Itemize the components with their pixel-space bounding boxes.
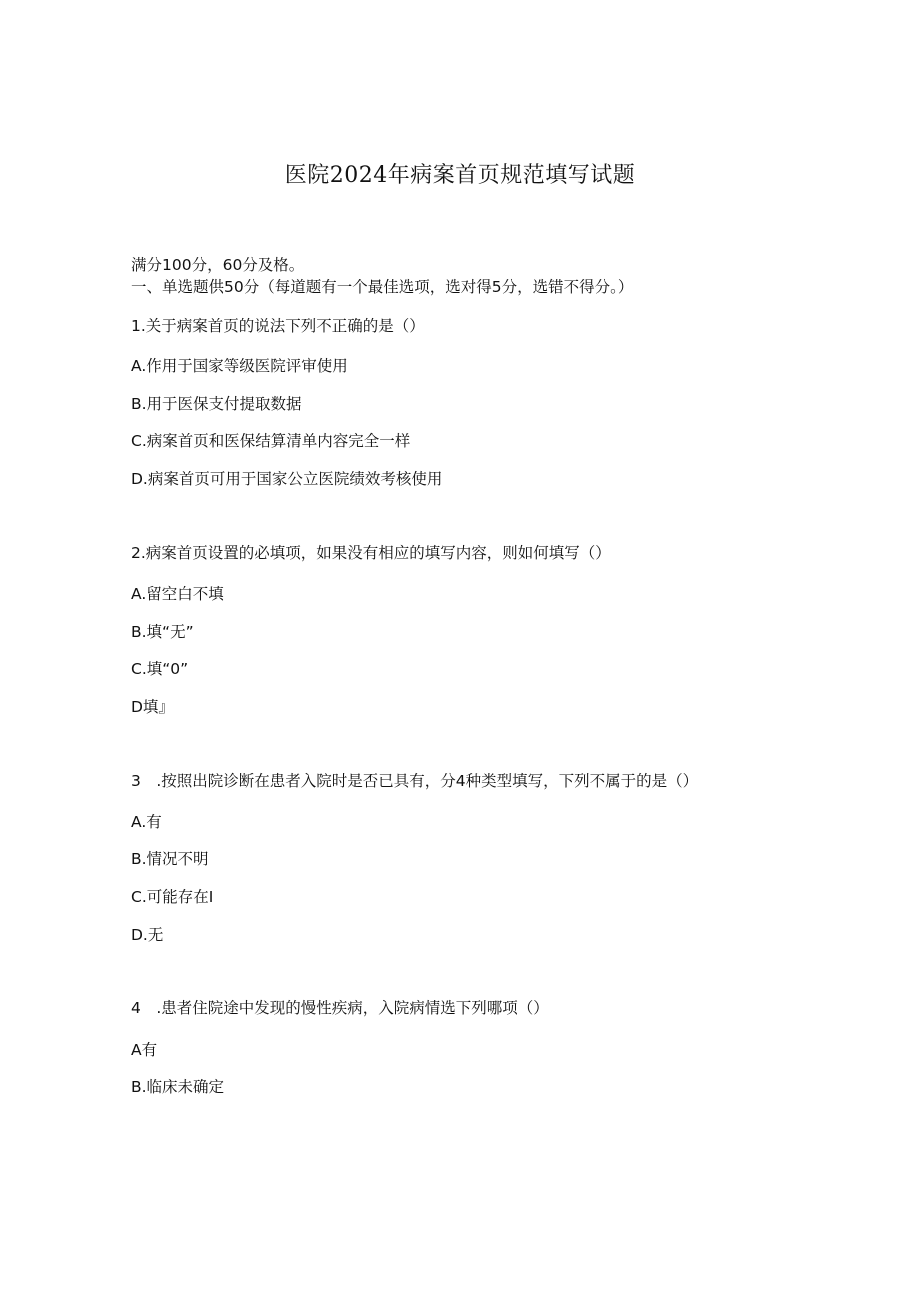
option-a: A有 — [131, 1041, 158, 1059]
option-b: B.用于医保支付提取数据 — [131, 395, 302, 413]
option-d: D.病案首页可用于国家公立医院绩效考核使用 — [131, 470, 443, 488]
option-b: B.填“无” — [131, 623, 194, 641]
section-heading: 一、单选题供50分（每道题有一个最佳选项，选对得5分，选错不得分。） — [131, 278, 634, 296]
option-c: C.病案首页和医保结算清单内容完全一样 — [131, 432, 411, 450]
score-intro: 满分100分，60分及格。 — [131, 256, 305, 274]
option-c: C.填“0” — [131, 660, 189, 678]
document-title: 医院2024年病案首页规范填写试题 — [284, 163, 636, 188]
option-b: B.情况不明 — [131, 850, 209, 868]
question-stem: 4 .患者住院途中发现的慢性疾病，入院病情选下列哪项（） — [131, 999, 549, 1017]
option-d: D.无 — [131, 926, 164, 944]
option-d: D填』 — [131, 698, 174, 716]
question-stem: 1.关于病案首页的说法下列不正确的是（） — [131, 317, 425, 335]
option-b: B.临床未确定 — [131, 1078, 225, 1096]
option-a: A.有 — [131, 813, 162, 831]
question-stem: 2.病案首页设置的必填项，如果没有相应的填写内容，则如何填写（） — [131, 544, 611, 562]
option-a: A.留空白不填 — [131, 585, 224, 603]
question-stem: 3 .按照出院诊断在患者入院时是否已具有，分4种类型填写，下列不属于的是（） — [131, 772, 699, 790]
option-a: A.作用于国家等级医院评审使用 — [131, 357, 348, 375]
option-c: C.可能存在I — [131, 888, 214, 906]
